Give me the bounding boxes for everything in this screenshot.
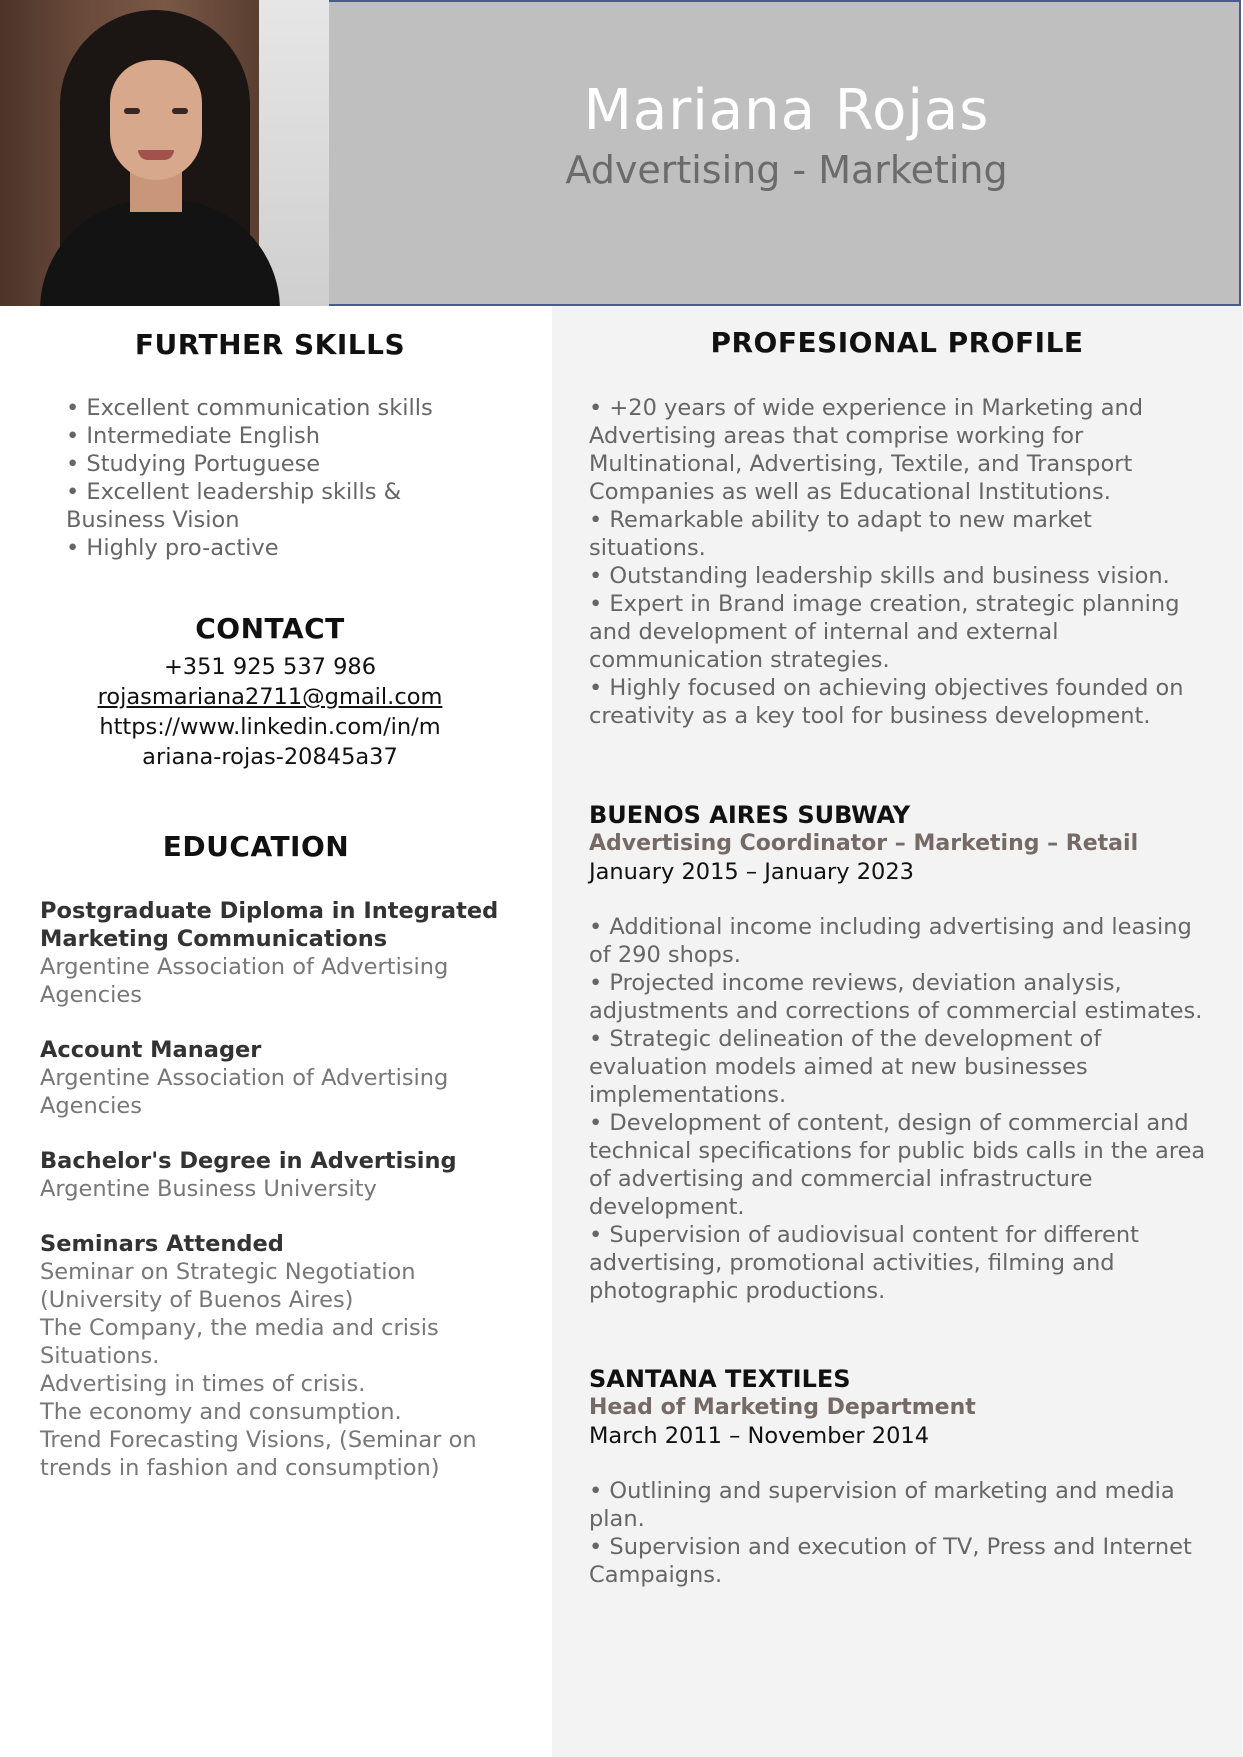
profile-item: • Outstanding leadership skills and business vision.	[589, 563, 1170, 589]
job-entry	[589, 800, 1209, 1305]
duty-item: • Outlining and supervision of marketing and media plan.	[589, 1478, 1175, 1532]
job-company: SANTANA TEXTILES	[589, 1365, 851, 1393]
person-title: Advertising - Marketing	[565, 148, 1008, 192]
education-entry	[40, 1036, 510, 1120]
education-heading: EDUCATION	[162, 830, 350, 863]
skills-heading: FURTHER SKILLS	[134, 328, 406, 361]
seminar-item: Advertising in times of crisis.	[40, 1371, 366, 1397]
job-role: Advertising Coordinator – Marketing – Retail	[589, 831, 1139, 856]
contact-email-link[interactable]: rojasmariana2711@gmail.com	[97, 684, 443, 710]
job-dates: January 2015 – January 2023	[589, 859, 914, 885]
education-entry	[40, 1147, 510, 1203]
seminar-item: Trend Forecasting Visions, (Seminar on trends in fashion and consumption)	[40, 1427, 477, 1481]
education-title: Bachelor's Degree in Advertising	[40, 1148, 457, 1174]
profile-item: • +20 years of wide experience in Marketing and Advertising areas that comprise working for Multinational, Advertising, Textile, and Transport Companies as well as Educational Institutions.	[589, 395, 1144, 505]
profile-photo	[0, 0, 329, 306]
duty-item: • Additional income including advertising and leasing of 290 shops.	[589, 914, 1192, 968]
skill-item: • Studying Portuguese	[66, 451, 321, 477]
duty-item: • Development of content, design of commercial and technical specifications for public bids calls in the area of advertising and commercial infrastructure development.	[589, 1110, 1206, 1220]
profile-list	[589, 394, 1209, 730]
education-list	[40, 897, 510, 1509]
contact-linkedin-line2[interactable]: ariana-rojas-20845a37	[142, 744, 398, 770]
education-entry	[40, 1230, 510, 1482]
job-role: Head of Marketing Department	[589, 1395, 976, 1420]
education-title: Seminars Attended	[40, 1231, 284, 1257]
education-entry	[40, 897, 510, 1009]
duty-item: • Projected income reviews, deviation analysis, adjustments and corrections of commercial estimates.	[589, 970, 1203, 1024]
seminar-item: The Company, the media and crisis Situations.	[40, 1315, 439, 1369]
profile-item: • Highly focused on achieving objectives founded on creativity as a key tool for business development.	[589, 675, 1184, 729]
job-duties	[589, 913, 1209, 1305]
skill-item: • Intermediate English	[66, 423, 320, 449]
contact-linkedin-line1[interactable]: https://www.linkedin.com/in/m	[99, 714, 441, 740]
education-institution: Argentine Association of Advertising Agencies	[40, 1065, 449, 1119]
duty-item: • Supervision and execution of TV, Press and Internet Campaigns.	[589, 1534, 1192, 1588]
seminar-item: Seminar on Strategic Negotiation (University of Buenos Aires)	[40, 1259, 416, 1313]
education-title: Postgraduate Diploma in Integrated Marketing Communications	[40, 898, 499, 952]
skills-list	[66, 394, 456, 562]
education-institution: Argentine Business University	[40, 1176, 377, 1202]
profile-heading: PROFESIONAL PROFILE	[710, 326, 1084, 359]
profile-item: • Remarkable ability to adapt to new market situations.	[589, 507, 1093, 561]
seminar-item: The economy and consumption.	[40, 1399, 402, 1425]
job-company: BUENOS AIRES SUBWAY	[589, 801, 911, 829]
job-entry	[589, 1364, 1209, 1589]
person-name: Mariana Rojas	[583, 78, 990, 143]
skill-item: • Excellent leadership skills & Business Vision	[66, 479, 402, 533]
duty-item: • Supervision of audiovisual content for different advertising, promotional activities, filming and photographic productions.	[589, 1222, 1139, 1304]
job-dates: March 2011 – November 2014	[589, 1423, 930, 1449]
contact-block	[20, 652, 520, 772]
contact-phone: +351 925 537 986	[163, 654, 377, 680]
education-title: Account Manager	[40, 1037, 262, 1063]
contact-heading: CONTACT	[195, 612, 345, 645]
skill-item: • Excellent communication skills	[66, 395, 433, 421]
profile-item: • Expert in Brand image creation, strategic planning and development of internal and external communication strategies.	[589, 591, 1180, 673]
job-duties	[589, 1477, 1209, 1589]
skill-item: • Highly pro-active	[66, 535, 279, 561]
education-institution: Argentine Association of Advertising Agencies	[40, 954, 449, 1008]
duty-item: • Strategic delineation of the development of evaluation models aimed at new businesses implementations.	[589, 1026, 1102, 1108]
